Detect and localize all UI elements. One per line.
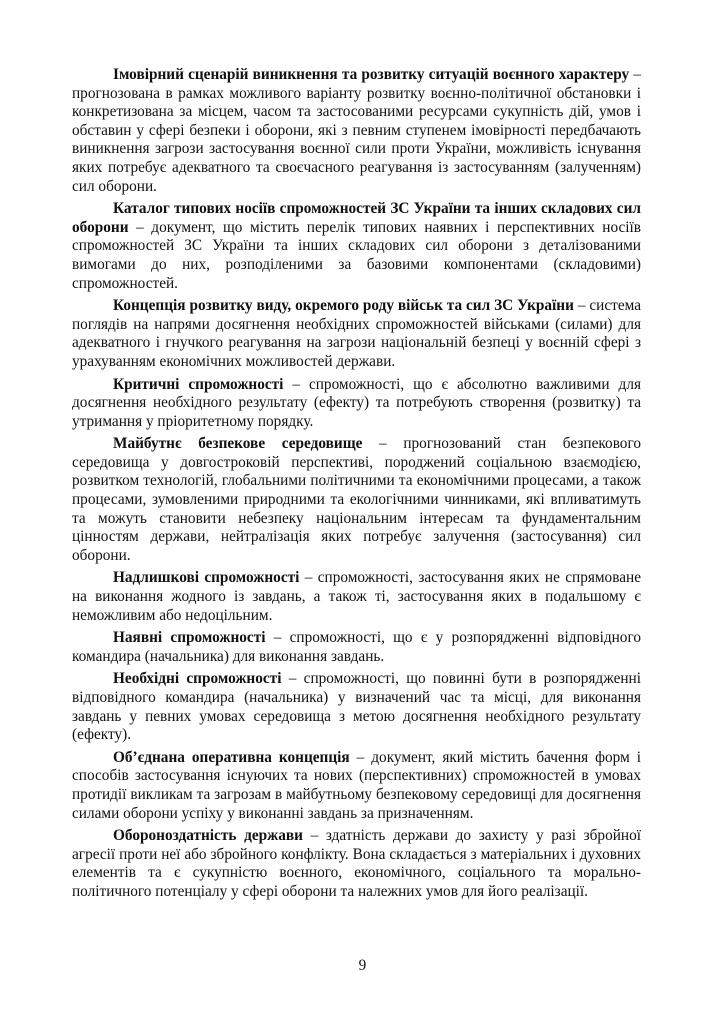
document-page (72, 66, 641, 906)
definition-critical: – спроможності, що є абсолютно важливими для досягнення необхідного результату (ефекту) та потребують створення (розвитку) та утримання у пріоритетному порядку. (72, 375, 641, 430)
term-defense-capability: Обороноздатність держави (113, 827, 303, 845)
term-future-environment: Майбутнє безпекове середовище (113, 435, 363, 453)
entry-catalog (72, 200, 641, 293)
definition-required: – спроможності, що повинні бути в розпорядженні відповідного командира (начальника) у визначений час та місці, для виконання завдань у певних умовах середовища з метою досягнення необхідного результату (ефекту). (72, 670, 641, 744)
entry-defense-capability (72, 827, 641, 901)
definition-future-environment: – прогнозований стан безпекового середовища у довгостроковій перспективі, породжений соціальною взаємодією, розвитком технологій, глобальними політичними та економічними процесами, а також процесами, зумовленими природними та екологічними чинниками, які впливатимуть та можуть становити небезпеку національним інтересам та фундаментальним цінностям держави, нейтралізація яких потребує залучення (застосування) сил оборони. (72, 435, 641, 564)
definition-redundant: – спроможності, застосування яких не спрямоване на виконання жодного із завдань, а також ті, застосування яких в подальшому є неможливим або недоцільним. (72, 569, 641, 624)
term-joint-concept: Об’єднана оперативна концепція (113, 748, 350, 766)
term-catalog: Каталог типових носіїв спроможностей ЗС України та інших складових сил оборони (72, 200, 641, 236)
definition-joint-concept: – документ, який містить бачення форм і способів застосування існуючих та нових (перспективних) спроможностей в умовах протидії викликам та загрозам в майбутньому безпековому середовищі для досягнення силами оборони успіху у виконанні завдань за призначенням. (72, 748, 641, 822)
definition-existing: – спроможності, що є у розпорядженні відповідного командира (начальника) для виконання завдань. (72, 629, 641, 665)
entry-joint-concept (72, 749, 641, 823)
entry-critical (72, 376, 641, 432)
definition-scenario: – прогнозована в рамках можливого варіанту розвитку воєнно-політичної обстановки і конкретизована за місцем, часом та застосованими ресурсами сукупність дій, умов і обставин у сфері безпеки і оборони, які з певним ступенем імовірності передбачають виникнення загрози застосування воєнної сили проти України, можливість існування яких потребує адекватного та своєчасного реагування із застосуванням (залученням) сил оборони. (72, 66, 641, 195)
definition-concept: – система поглядів на напрями досягнення необхідних спроможностей військами (силами) для адекватного і гнучкого реагування на загрози національній безпеці у воєнній сфері з урахуванням економічних можливостей держави. (72, 297, 641, 370)
term-concept: Концепція розвитку виду, окремого роду військ та сил ЗС України (113, 297, 574, 315)
term-scenario: Імовірний сценарій виникнення та розвитку ситуацій воєнного характеру (113, 66, 630, 83)
entry-existing (72, 629, 641, 666)
page-number: 9 (358, 957, 367, 974)
term-redundant: Надлишкові спроможності (113, 569, 300, 587)
definition-catalog: – документ, що містить перелік типових наявних і перспективних носіїв спроможностей ЗС України та інших складових сил оборони з деталізованими вимогами до них, розподіленими за базовими компонентами (складовими) спроможностей. (72, 218, 641, 292)
term-required: Необхідні спроможності (113, 670, 282, 688)
entry-future-environment (72, 435, 641, 565)
definition-defense-capability: – здатність держави до захисту у разі збройної агресії проти неї або збройного конфлікту. Вона складається з матеріальних і духовних елементів та є сукупністю воєнного, економічного, соціального та морально-політичного потенціалу у сфері оборони та належних умов для його реалізації. (72, 827, 641, 900)
entry-scenario (72, 66, 641, 196)
term-existing: Наявні спроможності (113, 629, 266, 647)
entry-redundant (72, 569, 641, 625)
term-critical: Критичні спроможності (113, 375, 284, 393)
entry-concept (72, 297, 641, 371)
entry-required (72, 670, 641, 744)
